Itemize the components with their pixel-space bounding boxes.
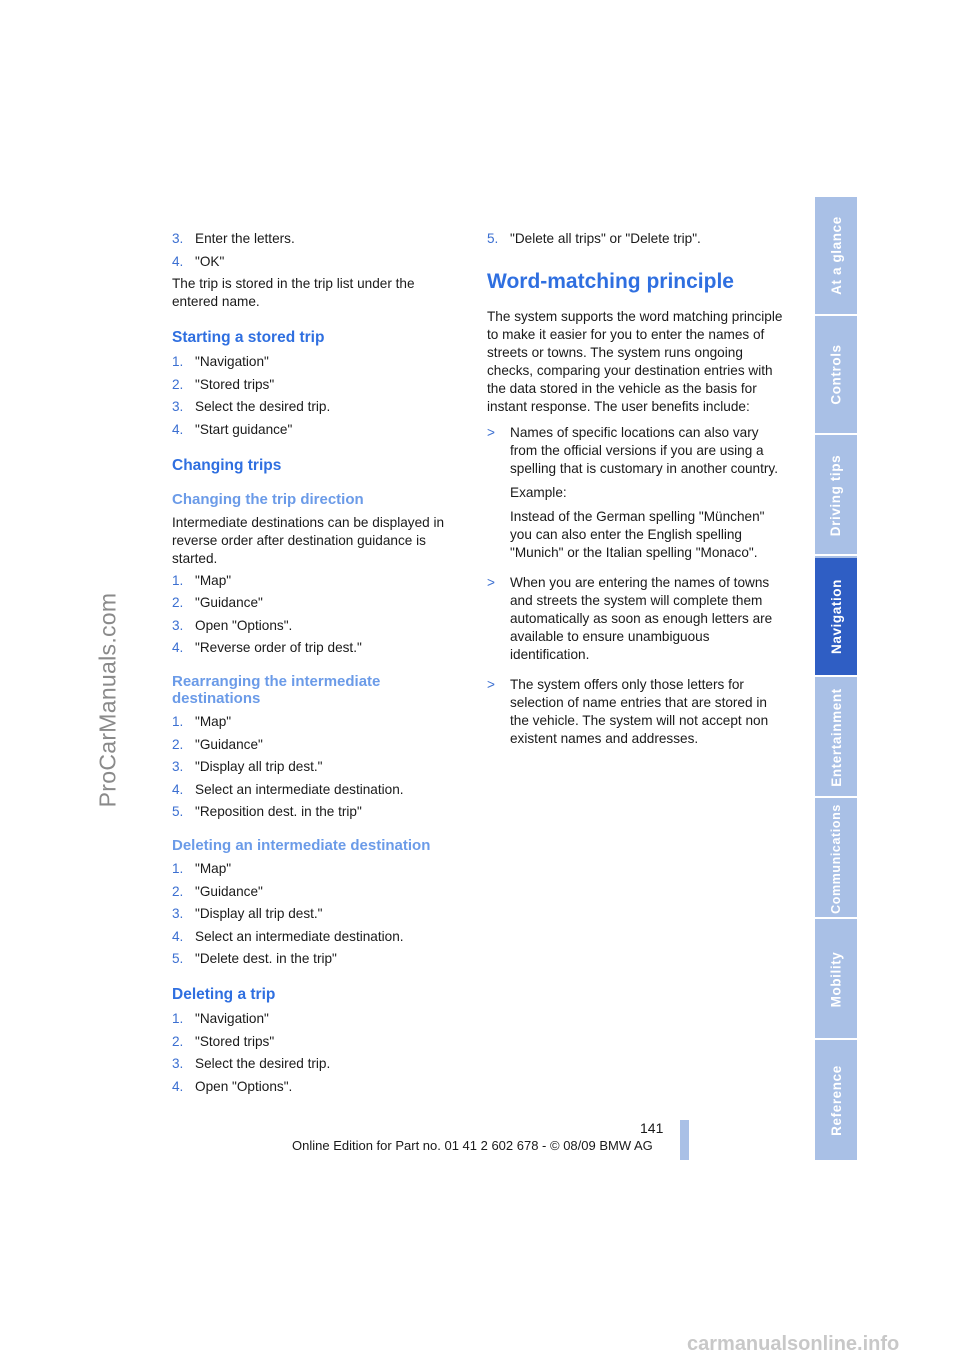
step-item [172, 883, 462, 901]
step-item [172, 230, 462, 248]
bullet-text: When you are entering the names of towns and streets the system will complete them automatically as soon as enough letters are available to ensure unambiguous identification. [510, 575, 773, 662]
step-item [172, 1078, 462, 1096]
bullet-item [487, 424, 787, 568]
step-number: 1. [172, 861, 184, 876]
step-number: 3. [172, 1056, 184, 1071]
tab-navigation[interactable] [815, 558, 857, 677]
step-number: 2. [172, 1033, 184, 1049]
step-item [172, 594, 462, 612]
footer-accent-bar [680, 1120, 689, 1160]
step-text: "Display all trip dest." [195, 906, 323, 921]
step-text: Select the desired trip. [195, 1056, 331, 1071]
tab-driving-tips[interactable] [815, 437, 857, 556]
watermark-carmanualsonline: carmanualsonline.info [687, 1333, 900, 1355]
step-number: 4. [172, 781, 184, 797]
bullet-text: The system offers only those letters for selection of name entries that are stored in the vehicle. The system will not accept non existent names and addresses. [510, 677, 769, 746]
step-number: 3. [172, 231, 184, 246]
step-item [172, 928, 462, 946]
tab-label: Controls [828, 344, 844, 405]
tab-communications[interactable] [815, 800, 857, 919]
step-number: 4. [172, 640, 184, 655]
step-item [172, 572, 462, 590]
step-number: 2. [172, 736, 184, 752]
section-heading-changing: Changing trips [172, 456, 282, 474]
edition-line: Online Edition for Part no. 01 41 2 602 678 - © 08/09 BMW AG [292, 1138, 653, 1153]
step-number: 3. [172, 906, 184, 921]
paragraph: Intermediate destinations can be displayed in reverse order after destination guidance is started. [172, 514, 445, 566]
step-number: 5. [487, 231, 499, 246]
step-text: "Delete dest. in the trip" [195, 951, 337, 966]
tab-label: Mobility [828, 951, 844, 1008]
step-item [172, 860, 462, 878]
step-number: 1. [172, 354, 184, 369]
step-number: 2. [172, 376, 184, 392]
step-text: "Stored trips" [195, 376, 275, 392]
step-text: "Reposition dest. in the trip" [195, 804, 362, 819]
step-text: Select the desired trip. [195, 399, 331, 414]
step-number: 1. [172, 714, 184, 729]
bullet-arrow-icon: > [487, 677, 495, 692]
paragraph: The system supports the word matching principle to make it easier for you to enter the names of streets or towns. The system runs ongoing checks, comparing your destination entries with the data stored in the vehicle as the basis for instant response. The user benefits include: [487, 309, 783, 414]
step-number: 5. [172, 804, 184, 819]
step-text: "Map" [195, 714, 232, 729]
step-number: 5. [172, 951, 184, 966]
bullet-arrow-icon: > [487, 575, 495, 590]
step-item [172, 1010, 462, 1028]
example-label: Example: [510, 485, 567, 500]
step-number: 4. [172, 421, 184, 437]
step-text: "Stored trips" [195, 1033, 275, 1049]
step-item [172, 803, 462, 821]
step-number: 3. [172, 617, 184, 633]
step-item [172, 639, 462, 657]
step-item [172, 376, 462, 394]
section-heading-word-matching: Word-matching principle [487, 270, 734, 293]
step-number: 4. [172, 1078, 184, 1094]
step-item [172, 1055, 462, 1073]
tab-label: Communications [829, 803, 843, 914]
step-number: 2. [172, 883, 184, 899]
section-heading-starting: Starting a stored trip [172, 329, 325, 346]
tab-label: Navigation [828, 578, 844, 655]
step-number: 4. [172, 253, 184, 269]
example-text: Instead of the German spelling "München" you can also enter the English spelling "Munich" or the Italian spelling "Monaco". [510, 509, 765, 560]
step-number: 2. [172, 595, 184, 610]
tab-label: Entertainment [828, 688, 844, 787]
step-item [172, 353, 462, 371]
tab-label: At a glance [828, 216, 844, 295]
tab-entertainment[interactable] [815, 679, 857, 798]
step-item [172, 950, 462, 968]
step-number: 1. [172, 572, 184, 588]
step-text: Select an intermediate destination. [195, 928, 404, 944]
step-item [172, 398, 462, 416]
step-number: 3. [172, 759, 184, 774]
step-item [172, 905, 462, 923]
tab-label: Driving tips [828, 454, 844, 537]
step-item [172, 253, 462, 271]
step-item [172, 781, 462, 799]
step-item [172, 1033, 462, 1051]
step-item [172, 758, 462, 776]
tab-controls[interactable] [815, 316, 857, 435]
tab-label: Reference [828, 1065, 844, 1136]
step-text: "Guidance" [195, 883, 263, 899]
step-item [172, 617, 462, 635]
bullet-item [487, 676, 787, 754]
step-text: "Start guidance" [195, 421, 293, 437]
step-text: "Navigation" [195, 354, 269, 369]
step-text: "Guidance" [195, 595, 263, 610]
step-text: "Guidance" [195, 736, 263, 752]
bullet-item [487, 574, 787, 670]
step-text: "OK" [195, 253, 225, 269]
paragraph: The trip is stored in the trip list under the entered name. [172, 276, 415, 309]
step-text: "Map" [195, 572, 232, 588]
subsection-heading-rearranging: Rearranging the intermediate destinations [172, 673, 381, 707]
right-column [487, 230, 787, 760]
tab-reference[interactable] [815, 1041, 857, 1160]
step-item [487, 230, 787, 248]
step-text: Enter the letters. [195, 231, 295, 246]
step-number: 3. [172, 399, 184, 414]
step-text: Open "Options". [195, 617, 293, 633]
subsection-heading-direction: Changing the trip direction [172, 490, 364, 508]
step-text: "Navigation" [195, 1011, 269, 1026]
step-item [172, 736, 462, 754]
chapter-tabs [815, 197, 857, 1160]
step-text: "Delete all trips" or "Delete trip". [510, 231, 701, 246]
section-heading-deleting-trip: Deleting a trip [172, 986, 276, 1003]
step-text: "Reverse order of trip dest." [195, 640, 362, 655]
subsection-heading-deleting-dest: Deleting an intermediate destination [172, 837, 431, 854]
step-number: 4. [172, 928, 184, 944]
step-text: "Display all trip dest." [195, 759, 323, 774]
tab-at-a-glance[interactable] [815, 197, 857, 316]
step-text: Select an intermediate destination. [195, 781, 404, 797]
step-text: Open "Options". [195, 1078, 293, 1094]
bullet-text: Names of specific locations can also vary from the official versions if you are using a spelling that is customary in another country. [510, 425, 778, 476]
left-column [172, 230, 462, 1100]
step-item [172, 713, 462, 731]
step-item [172, 421, 462, 439]
step-text: "Map" [195, 861, 232, 876]
page-number: 141 [640, 1120, 664, 1136]
bullet-arrow-icon: > [487, 425, 495, 440]
step-number: 1. [172, 1011, 184, 1026]
tab-mobility[interactable] [815, 921, 857, 1040]
watermark-procarmanuals: ProCarManuals.com [94, 592, 121, 808]
